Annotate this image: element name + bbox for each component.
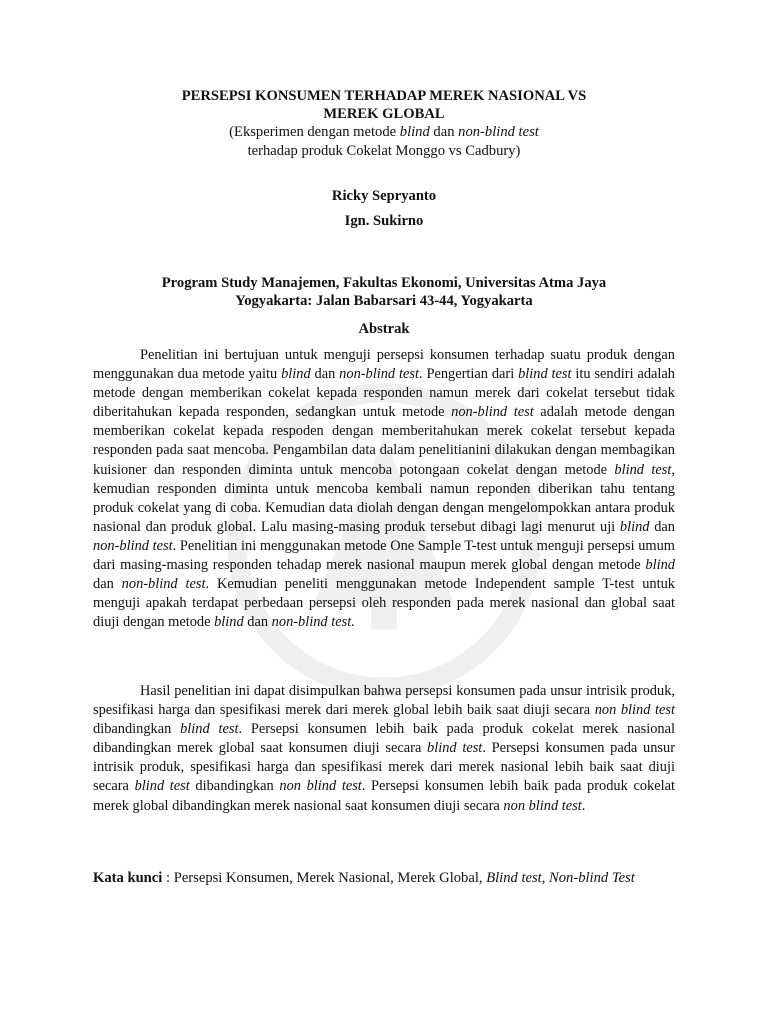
paper-subtitle bbox=[93, 123, 675, 161]
affiliation bbox=[93, 274, 675, 310]
text-run: dan bbox=[649, 518, 675, 535]
text-run: Penelitian ini bertujuan untuk menguji persepsi konsumen terhadap suatu produk dengan menggunakan dua metode yaitu bbox=[93, 347, 675, 383]
subtitle-line-1 bbox=[93, 123, 675, 142]
italic-term: blind test bbox=[518, 366, 572, 383]
subtitle-italic: non-blind test bbox=[458, 124, 539, 140]
subtitle-italic: blind bbox=[399, 124, 430, 140]
keywords-label: Kata kunci bbox=[93, 870, 163, 886]
subtitle-text: dan bbox=[429, 124, 459, 140]
italic-term: non-blind test bbox=[121, 576, 206, 593]
text-run: dan bbox=[310, 366, 340, 383]
italic-term: blind bbox=[281, 366, 311, 383]
abstract-heading: Abstrak bbox=[358, 321, 410, 337]
title-line-1: PERSEPSI KONSUMEN TERHADAP MEREK NASIONAL VS bbox=[181, 88, 587, 104]
italic-term: non blind test bbox=[594, 702, 675, 719]
keywords-italic: Blind test, Non-blind Test bbox=[486, 870, 635, 886]
author-1: Ricky Sepryanto bbox=[331, 188, 437, 204]
text-run: dibandingkan bbox=[93, 721, 181, 738]
keywords-text: Persepsi Konsumen, Merek Nasional, Merek Global, bbox=[173, 870, 487, 886]
italic-term: blind test bbox=[180, 721, 239, 738]
affiliation-line-1: Program Study Manajemen, Fakultas Ekonomi, Universitas Atma Jaya bbox=[161, 275, 607, 291]
text-run: dan bbox=[93, 576, 122, 593]
keywords-line bbox=[93, 869, 675, 888]
italic-term: blind test bbox=[134, 778, 190, 795]
subtitle-line-2: terhadap produk Cokelat Monggo vs Cadbury) bbox=[247, 143, 521, 159]
italic-term: non-blind test bbox=[451, 404, 534, 421]
text-run: . Persepsi konsumen lebih baik pada produk cokelat merek global dibandingkan merek nasional saat konsumen diuji secara bbox=[93, 778, 675, 814]
text-run: dibandingkan bbox=[189, 778, 280, 795]
text-run: itu sendiri adalah metode dengan memberikan cokelat kepada responden namun merek dari cokelat tersebut tidak diberitahukan kepada responden, sedangkan untuk metode bbox=[93, 366, 676, 421]
text-run: dan bbox=[243, 614, 272, 631]
italic-term: non-blind test. bbox=[271, 614, 355, 631]
italic-term: non-blind test bbox=[93, 537, 173, 554]
italic-term: blind bbox=[645, 557, 675, 574]
text-run: . Pengertian dari bbox=[418, 366, 519, 383]
abstract-paragraph-2 bbox=[93, 682, 675, 816]
text-run: . Penelitian ini menggunakan metode One Sample T-test untuk menguji persepsi umum dari masing-masing responden tehadap merek nasional maupun merek global dengan metode bbox=[93, 537, 676, 574]
paper-title bbox=[93, 87, 675, 123]
affiliation-line-2: Yogyakarta: Jalan Babarsari 43-44, Yogyakarta bbox=[235, 293, 533, 309]
text-run: . bbox=[581, 797, 586, 814]
italic-term: blind test bbox=[427, 740, 483, 757]
abstract-paragraph-1 bbox=[93, 346, 675, 632]
italic-term: blind test bbox=[614, 461, 672, 478]
text-run: . Kemudian peneliti menggunakan metode Independent sample T-test untuk menguji apakah terdapat perbedaan persepsi oleh responden pada merek nasional dan global saat diuji dengan metode bbox=[93, 576, 675, 631]
keywords-separator: : bbox=[162, 870, 174, 886]
text-run: adalah metode dengan memberikan cokelat kepada respoden dengan memberitahukan merek cokelat tersebut kepada responden pada saat mencoba. Pengambilan data dalam penelitianini dilakukan dengan membagikan kuisioner dan responden diminta untuk mencoba potongaan cokelat dengan metode bbox=[93, 404, 675, 478]
text-run: Hasil penelitian ini dapat disimpulkan bahwa persepsi konsumen pada unsur intrisik produk, spesifikasi harga dan spesifikasi merek dari merek global lebih baik saat diuji secara bbox=[93, 683, 675, 719]
italic-term: blind bbox=[214, 614, 244, 631]
text-run: . Persepsi konsumen pada unsur intrisik produk, spesifikasi harga dan spesifikasi merek dari merek nasional lebih baik saat diuji secara bbox=[93, 740, 675, 795]
text-run: , kemudian responden diminta untuk mencoba kembali namun reponden diberikan tahu tentang produk cokelat yang di coba. Kemudian data diolah dengan dengan mengelompokkan antara produk nasional dan produk global. Lalu masing-masing produk tersebut dibagi lagi menurut uji bbox=[93, 461, 675, 535]
italic-term: blind bbox=[619, 518, 650, 535]
italic-term: non-blind test bbox=[339, 366, 419, 383]
italic-term: non blind test bbox=[279, 778, 362, 795]
title-line-2: MEREK GLOBAL bbox=[323, 106, 445, 122]
text-run: . Persepsi konsumen lebih baik pada produk cokelat merek nasional dibandingkan merek global saat konsumen diuji secara bbox=[93, 721, 676, 757]
italic-term: non blind test bbox=[503, 797, 582, 814]
author-2: Ign. Sukirno bbox=[344, 213, 424, 229]
subtitle-text: (Eksperimen dengan metode bbox=[229, 124, 400, 140]
